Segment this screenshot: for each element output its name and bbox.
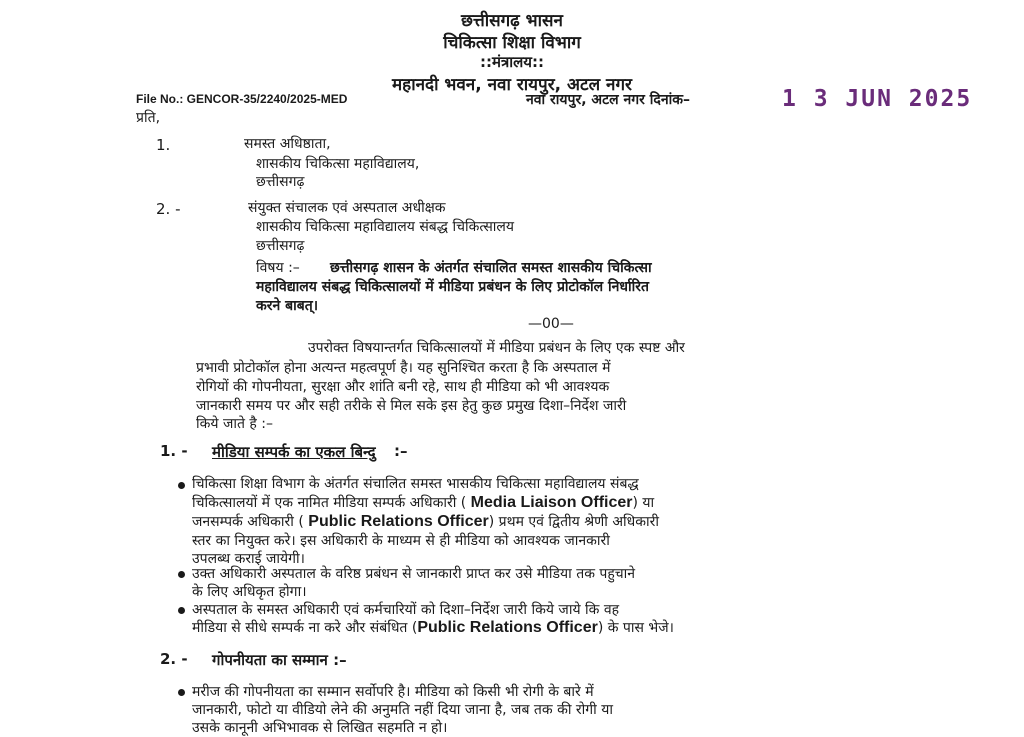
- recipient-2-line: छत्तीसगढ़: [256, 238, 305, 254]
- bullet-icon: [178, 571, 185, 578]
- govt-name: छत्तीसगढ़ भासन: [461, 11, 563, 31]
- section-2-bullet-1-line: उसके कानूनी अभिभावक से लिखित सहमति न हो।: [192, 720, 448, 736]
- section-1-bullet-1-line: स्तर का नियुक्त करे। इस अधिकारी के माध्यम से ही मीडिया को आवश्यक जानकारी: [192, 533, 610, 549]
- subject-line: छत्तीसगढ़ शासन के अंतर्गत संचालित समस्त शासकीय चिकित्सा: [330, 260, 652, 276]
- recipient-2-number: 2. -: [156, 200, 181, 218]
- file-number: File No.: GENCOR-35/2240/2025-MED: [136, 92, 348, 106]
- intro-line: उपरोक्त विषयान्तर्गत चिकित्सालयों में मीडिया प्रबंधन के लिए एक स्पष्ट और: [308, 340, 685, 356]
- bullet-icon: [178, 482, 185, 489]
- recipient-1-line: समस्त अधिष्ठाता,: [244, 136, 331, 152]
- intro-line: जानकारी समय पर और सही तरीके से मिल सके इस हेतु कुछ प्रमुख दिशा–निर्देश जारी: [196, 398, 627, 414]
- section-2-bullet-1-line: जानकारी, फोटो या वीडियो लेने की अनुमति नहीं दिया जाना है, जब तक की रोगी या: [192, 702, 613, 718]
- section-1-title-suffix: :–: [394, 442, 408, 460]
- intro-line: रोगियों की गोपनीयता, सुरक्षा और शांति बनी रहे, साथ ही मीडिया को भी आवश्यक: [196, 379, 610, 395]
- section-1-number: 1. -: [160, 442, 188, 460]
- place-date-label: नवा रायपुर, अटल नगर दिनांक–: [526, 92, 690, 108]
- section-1-bullet-1-line: उपलब्ध कराई जायेगी।: [192, 551, 305, 567]
- section-1-bullet-2-line: उक्त अधिकारी अस्पताल के वरिष्ठ प्रबंधन से जानकारी प्राप्त कर उसे मीडिया तक पहुचाने: [192, 566, 636, 582]
- recipient-1-line: शासकीय चिकित्सा महाविद्यालय,: [256, 156, 420, 172]
- section-1-bullet-1-line: चिकित्सा शिक्षा विभाग के अंतर्गत संचालित समस्त भासकीय चिकित्सा महाविद्यालय संबद्ध: [192, 476, 639, 492]
- intro-line: प्रभावी प्रोटोकॉल होना अत्यन्त महत्वपूर्ण है। यह सुनिश्चित करता है कि अस्पताल में: [196, 360, 611, 376]
- recipient-2-line: संयुक्त संचालक एवं अस्पताल अधीक्षक: [248, 200, 446, 216]
- date-stamp: 1 3 JUN 2025: [782, 86, 973, 112]
- section-1-bullet-1-line: चिकित्सालयों में एक नामित मीडिया सम्पर्क अधिकारी ( Media Liaison Officer) या: [192, 494, 655, 511]
- recipient-1-line: छत्तीसगढ़: [256, 174, 305, 190]
- section-1-bullet-3-line: मीडिया से सीधे सम्पर्क ना करे और संबंधित (Public Relations Officer) के पास भेजे।: [192, 619, 674, 636]
- bullet-icon: [178, 689, 185, 696]
- section-2-title: गोपनीयता का सम्मान :–: [212, 651, 347, 669]
- subject-label: विषय :–: [256, 260, 300, 276]
- department-name: चिकित्सा शिक्षा विभाग: [443, 33, 581, 53]
- recipient-2-line: शासकीय चिकित्सा महाविद्यालय संबद्ध चिकित्सालय: [256, 219, 515, 235]
- intro-line: किये जाते है :–: [196, 416, 273, 432]
- prati-label: प्रति,: [136, 110, 161, 126]
- recipient-1-number: 1.: [156, 136, 171, 154]
- section-2-number: 2. -: [160, 650, 188, 668]
- bullet-icon: [178, 607, 185, 614]
- section-1-bullet-1-line: जनसम्पर्क अधिकारी ( Public Relations Officer) प्रथम एवं द्वितीय श्रेणी अधिकारी: [192, 513, 660, 530]
- section-2-bullet-1-line: मरीज की गोपनीयता का सम्मान सर्वोपरि है। मीडिया को किसी भी रोगी के बारे में: [192, 684, 594, 700]
- section-1-title: मीडिया सम्पर्क का एकल बिन्दु: [212, 443, 376, 461]
- subject-line: महाविद्यालय संबद्ध चिकित्सालयों में मीडिया प्रबंधन के लिए प्रोटोकॉल निर्धारित: [256, 279, 649, 295]
- subject-line: करने बाबत्।: [256, 298, 319, 314]
- section-1-bullet-2-line: के लिए अधिकृत होगा।: [192, 584, 307, 600]
- ministry-label: ::मंत्रालय::: [480, 53, 544, 71]
- office-address: महानदी भवन, नवा रायपुर, अटल नगर: [392, 75, 632, 95]
- divider: —00—: [528, 316, 574, 332]
- section-1-bullet-3-line: अस्पताल के समस्त अधिकारी एवं कर्मचारियों को दिशा–निर्देश जारी किये जाये कि वह: [192, 602, 620, 618]
